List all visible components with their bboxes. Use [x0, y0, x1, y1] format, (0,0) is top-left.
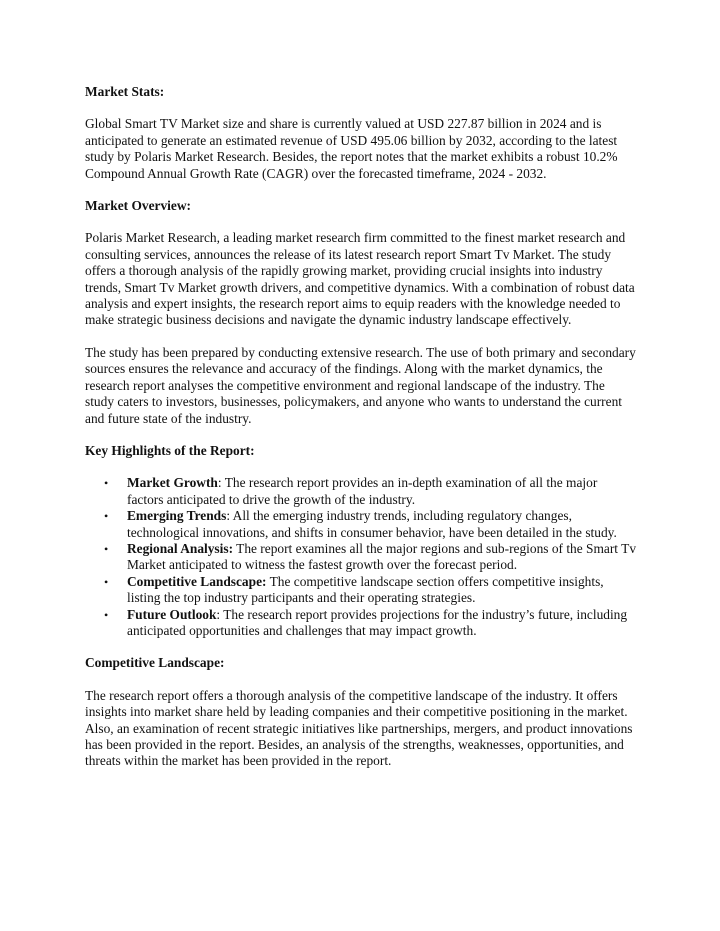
market-overview-heading: Market Overview: — [85, 198, 191, 214]
bullet-icon: • — [104, 574, 109, 589]
highlight-separator: : — [217, 475, 222, 491]
list-item — [85, 607, 637, 640]
market-stats-text: Global Smart TV Market size and share is currently valued at USD 227.87 billion in 2024 and is anticipated to generate an estimated revenue of USD 495.06 billion by 2032, according to the latest study by Polaris Market Research. Besides, the report notes that the market exhibits a robust 10.2% Compound Annual Growth Rate (CAGR) over the forecasted timeframe, 2024 - 2032. — [85, 116, 618, 181]
bullet-icon: • — [104, 476, 109, 491]
key-highlights-heading: Key Highlights of the Report: — [85, 442, 255, 458]
market-stats-heading: Market Stats: — [85, 84, 165, 99]
competitive-landscape-text: The research report offers a thorough analysis of the competitive landscape of the industry. It offers insights into market share held by leading companies and their competitive positioning in the market. Also, an examination of recent strategic initiatives like partnerships, mergers, and product innovations has been provided in the report. Besides, an analysis of the strengths, weaknesses, opportunities, and threats within the market has been provided in the report. — [85, 687, 633, 769]
highlight-text: The research report provides an in-depth examination of all the major factors anticipated to drive the growth of the industry. — [127, 475, 598, 507]
highlight-term: Future Outlook — [127, 606, 217, 622]
highlight-term: Market Growth — [127, 475, 218, 491]
bullet-icon: • — [104, 541, 109, 556]
highlight-term: Regional Analysis: — [127, 540, 234, 556]
highlight-text: The report examines all the major regions and sub-regions of the Smart Tv Market anticipated to witness the fastest growth over the forecast period. — [127, 540, 637, 573]
market-overview-paragraph-2: The study has been prepared by conducting extensive research. The use of both primary and secondary sources ensures the relevance and accuracy of the findings. Along with the market dynamics, the research report analyses the competitive environment and regional landscape of the industry. The study caters to investors, businesses, policymakers, and anyone who wants to understand the current and future state of the industry. — [85, 344, 636, 426]
document-page — [85, 84, 637, 770]
competitive-landscape-heading: Competitive Landscape: — [85, 655, 225, 671]
bullet-icon: • — [104, 509, 109, 524]
list-item — [85, 475, 637, 508]
highlight-separator: : — [216, 606, 221, 622]
highlight-separator: : — [226, 508, 231, 524]
highlight-term: Competitive Landscape: — [127, 573, 267, 589]
highlight-text: The research report provides projections for the industry’s future, including anticipated opportunities and challenges that may impact growth. — [127, 606, 628, 638]
list-item — [85, 508, 637, 541]
highlight-term: Emerging Trends — [127, 508, 227, 524]
list-item — [85, 574, 637, 607]
highlight-text: All the emerging industry trends, including regulatory changes, technological innovations, and shifts in consumer behavior, have been detailed in the study. — [127, 508, 617, 540]
market-overview-paragraph-1: Polaris Market Research, a leading market research firm committed to the finest market research and consulting services, announces the release of its latest research report Smart Tv Market. The study offers a thorough analysis of the rapidly growing market, providing crucial insights into industry trends, Smart Tv Market growth drivers, and competitive dynamics. With a combination of robust data analysis and expert insights, the research report aims to equip readers with the knowledge needed to make strategic business decisions and navigate the dynamic industry landscape effectively. — [85, 230, 635, 328]
key-highlights-list — [85, 475, 637, 639]
highlight-text: The competitive landscape section offers competitive insights, listing the top industry participants and their operating strategies. — [127, 573, 604, 606]
bullet-icon: • — [104, 607, 109, 622]
list-item — [85, 541, 637, 574]
